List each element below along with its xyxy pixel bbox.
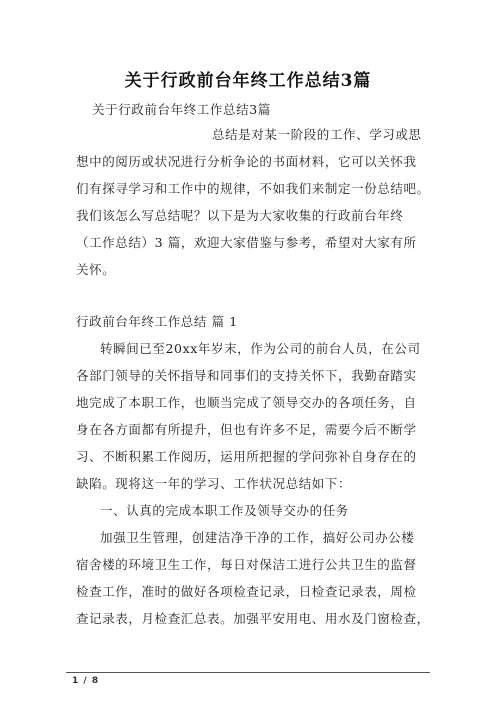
subsection-heading: 一、认真的完成本职工作及领导交办的任务 — [100, 503, 349, 518]
intro-line: 总结是对某一阶段的工作、学习或思 — [212, 127, 422, 142]
body-line: 检查工作，准时的做好各项检查记录，日检查记录表，周检 — [76, 584, 417, 599]
body-line: 各部门领导的关怀指导和同事们的支持关怀下，我勤奋踏实 — [76, 368, 417, 383]
body-line: 缺陷。现将这一年的学习、工作状况总结如下： — [76, 476, 352, 491]
document-title: 关于行政前台年终工作总结3篇 — [124, 71, 372, 91]
intro-line: 关于行政前台年终工作总结3篇 — [92, 102, 271, 117]
body-line: 宿舍楼的环境卫生工作，每日对保洁工进行公共卫生的监督 — [76, 557, 417, 572]
body-line: 习、不断积累工作阅历，运用所把握的学问弥补自身存在的 — [76, 449, 417, 464]
intro-line: 们有探寻学习和工作中的规律，不如我们来制定一份总结吧。 — [76, 181, 430, 196]
section-heading: 行政前台年终工作总结 篇 1 — [76, 314, 238, 329]
intro-line: 我们该怎么写总结呢？以下是为大家收集的行政前台年终 — [76, 208, 404, 223]
body-line: 地完成了本职工作，也顺当完成了领导交办的各项任务，自 — [76, 395, 417, 410]
body-line: 查记录表，月检查汇总表。加强平安用电、用水及门窗检查， — [76, 611, 430, 626]
footer-divider — [66, 672, 430, 673]
body-line: 转瞬间已至20xx年岁末，作为公司的前台人员，在公司 — [100, 341, 421, 356]
body-line: 身在各方面都有所提升，但也有许多不足，需要今后不断学 — [76, 422, 417, 437]
body-line: 加强卫生管理，创建洁净干净的工作，搞好公司办公楼 — [100, 530, 415, 545]
intro-line: 关怀。 — [76, 262, 116, 277]
intro-line: （工作总结）3 篇，欢迎大家借鉴与参考，希望对大家有所 — [76, 235, 417, 250]
page-number: 1 / 8 — [72, 676, 100, 686]
intro-line: 想中的阅历或状况进行分析争论的书面材料，它可以关怀我 — [76, 154, 417, 169]
